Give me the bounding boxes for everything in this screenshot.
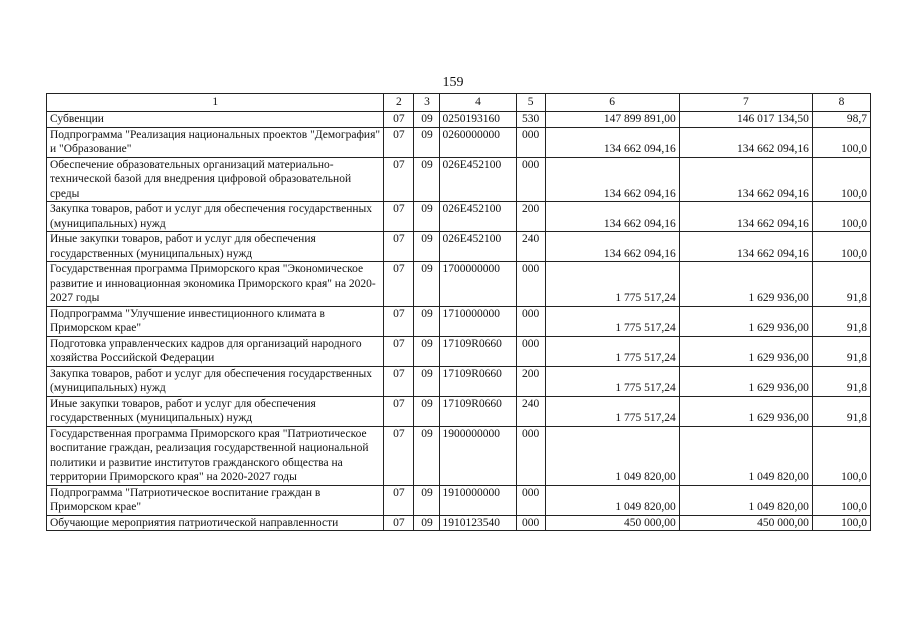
executed-amount: 450 000,00	[679, 515, 812, 531]
subsection-code: 09	[414, 485, 440, 515]
section-code: 07	[384, 336, 414, 366]
subsection-code: 09	[414, 396, 440, 426]
header-col-4: 4	[440, 94, 516, 112]
section-code: 07	[384, 262, 414, 307]
execution-percent: 91,8	[812, 366, 870, 396]
planned-amount: 450 000,00	[545, 515, 679, 531]
table-body	[47, 94, 871, 531]
subsection-code: 09	[414, 262, 440, 307]
header-col-8: 8	[812, 94, 870, 112]
subsection-code: 09	[414, 157, 440, 202]
planned-amount: 1 775 517,24	[545, 306, 679, 336]
section-code: 07	[384, 366, 414, 396]
planned-amount: 1 049 820,00	[545, 485, 679, 515]
table-row	[47, 232, 871, 262]
execution-percent: 100,0	[812, 485, 870, 515]
expense-type-code: 200	[516, 202, 545, 232]
planned-amount: 1 049 820,00	[545, 426, 679, 485]
expense-type-code: 200	[516, 366, 545, 396]
execution-percent: 91,8	[812, 262, 870, 307]
execution-percent: 100,0	[812, 202, 870, 232]
expense-type-code: 000	[516, 336, 545, 366]
header-col-7: 7	[679, 94, 812, 112]
table-row	[47, 366, 871, 396]
header-col-5: 5	[516, 94, 545, 112]
target-article-code: 0250193160	[440, 112, 516, 128]
expense-type-code: 000	[516, 485, 545, 515]
row-name: Субвенции	[47, 112, 384, 128]
executed-amount: 1 629 936,00	[679, 262, 812, 307]
target-article-code: 0260000000	[440, 127, 516, 157]
target-article-code: 17109R0660	[440, 366, 516, 396]
row-name: Закупка товаров, работ и услуг для обеспечения государственных (муниципальных) нужд	[47, 366, 384, 396]
execution-percent: 100,0	[812, 426, 870, 485]
header-row	[47, 94, 871, 112]
header-col-3: 3	[414, 94, 440, 112]
planned-amount: 147 899 891,00	[545, 112, 679, 128]
expense-type-code: 000	[516, 262, 545, 307]
row-name: Закупка товаров, работ и услуг для обеспечения государственных (муниципальных) нужд	[47, 202, 384, 232]
target-article-code: 026E452100	[440, 232, 516, 262]
section-code: 07	[384, 426, 414, 485]
execution-percent: 98,7	[812, 112, 870, 128]
section-code: 07	[384, 232, 414, 262]
subsection-code: 09	[414, 127, 440, 157]
section-code: 07	[384, 306, 414, 336]
executed-amount: 1 629 936,00	[679, 366, 812, 396]
subsection-code: 09	[414, 336, 440, 366]
subsection-code: 09	[414, 366, 440, 396]
subsection-code: 09	[414, 515, 440, 531]
expense-type-code: 240	[516, 396, 545, 426]
planned-amount: 1 775 517,24	[545, 396, 679, 426]
execution-percent: 100,0	[812, 127, 870, 157]
expense-type-code: 000	[516, 157, 545, 202]
target-article-code: 1900000000	[440, 426, 516, 485]
table-row	[47, 262, 871, 307]
subsection-code: 09	[414, 232, 440, 262]
target-article-code: 026E452100	[440, 157, 516, 202]
row-name: Обеспечение образовательных организаций материально-технической базой для внедрения цифровой образовательной среды	[47, 157, 384, 202]
section-code: 07	[384, 396, 414, 426]
planned-amount: 1 775 517,24	[545, 366, 679, 396]
subsection-code: 09	[414, 112, 440, 128]
expense-type-code: 000	[516, 306, 545, 336]
table-row	[47, 202, 871, 232]
table-row	[47, 112, 871, 128]
header-col-1: 1	[47, 94, 384, 112]
executed-amount: 1 049 820,00	[679, 485, 812, 515]
expense-type-code: 000	[516, 426, 545, 485]
execution-percent: 91,8	[812, 306, 870, 336]
execution-percent: 100,0	[812, 157, 870, 202]
section-code: 07	[384, 157, 414, 202]
table-row	[47, 336, 871, 366]
header-col-2: 2	[384, 94, 414, 112]
subsection-code: 09	[414, 426, 440, 485]
executed-amount: 1 629 936,00	[679, 396, 812, 426]
executed-amount: 134 662 094,16	[679, 127, 812, 157]
table-row	[47, 515, 871, 531]
subsection-code: 09	[414, 202, 440, 232]
row-name: Иные закупки товаров, работ и услуг для обеспечения государственных (муниципальных) нужд	[47, 396, 384, 426]
executed-amount: 134 662 094,16	[679, 157, 812, 202]
row-name: Подпрограмма "Патриотическое воспитание граждан в Приморском крае"	[47, 485, 384, 515]
row-name: Подпрограмма "Улучшение инвестиционного климата в Приморском крае"	[47, 306, 384, 336]
planned-amount: 1 775 517,24	[545, 262, 679, 307]
execution-percent: 100,0	[812, 515, 870, 531]
executed-amount: 1 629 936,00	[679, 306, 812, 336]
subsection-code: 09	[414, 306, 440, 336]
expense-type-code: 000	[516, 515, 545, 531]
table-row	[47, 157, 871, 202]
target-article-code: 1910123540	[440, 515, 516, 531]
row-name: Государственная программа Приморского края "Патриотическое воспитание граждан, реализация государственной национальной политики и развитие институтов гражданского общества на территории Приморского края" на 2020-2027 годы	[47, 426, 384, 485]
target-article-code: 17109R0660	[440, 336, 516, 366]
expense-type-code: 240	[516, 232, 545, 262]
planned-amount: 134 662 094,16	[545, 202, 679, 232]
table-row	[47, 426, 871, 485]
target-article-code: 1710000000	[440, 306, 516, 336]
table-row	[47, 127, 871, 157]
target-article-code: 1700000000	[440, 262, 516, 307]
table-row	[47, 396, 871, 426]
executed-amount: 1 629 936,00	[679, 336, 812, 366]
expense-type-code: 000	[516, 127, 545, 157]
target-article-code: 17109R0660	[440, 396, 516, 426]
expense-type-code: 530	[516, 112, 545, 128]
planned-amount: 134 662 094,16	[545, 127, 679, 157]
execution-percent: 91,8	[812, 336, 870, 366]
executed-amount: 134 662 094,16	[679, 232, 812, 262]
header-col-6: 6	[545, 94, 679, 112]
section-code: 07	[384, 202, 414, 232]
target-article-code: 1910000000	[440, 485, 516, 515]
row-name: Подготовка управленческих кадров для организаций народного хозяйства Российской Федерации	[47, 336, 384, 366]
section-code: 07	[384, 485, 414, 515]
table-row	[47, 306, 871, 336]
row-name: Иные закупки товаров, работ и услуг для обеспечения государственных (муниципальных) нужд	[47, 232, 384, 262]
execution-percent: 91,8	[812, 396, 870, 426]
table-row	[47, 485, 871, 515]
page-number: 159	[442, 75, 464, 90]
executed-amount: 134 662 094,16	[679, 202, 812, 232]
planned-amount: 1 775 517,24	[545, 336, 679, 366]
execution-percent: 100,0	[812, 232, 870, 262]
planned-amount: 134 662 094,16	[545, 232, 679, 262]
section-code: 07	[384, 127, 414, 157]
executed-amount: 146 017 134,50	[679, 112, 812, 128]
section-code: 07	[384, 112, 414, 128]
row-name: Государственная программа Приморского края "Экономическое развитие и инновационная экономика Приморского края" на 2020-2027 годы	[47, 262, 384, 307]
planned-amount: 134 662 094,16	[545, 157, 679, 202]
row-name: Обучающие мероприятия патриотической направленности	[47, 515, 384, 531]
target-article-code: 026E452100	[440, 202, 516, 232]
row-name: Подпрограмма "Реализация национальных проектов "Демография" и "Образование"	[47, 127, 384, 157]
section-code: 07	[384, 515, 414, 531]
executed-amount: 1 049 820,00	[679, 426, 812, 485]
budget-table	[46, 93, 871, 531]
